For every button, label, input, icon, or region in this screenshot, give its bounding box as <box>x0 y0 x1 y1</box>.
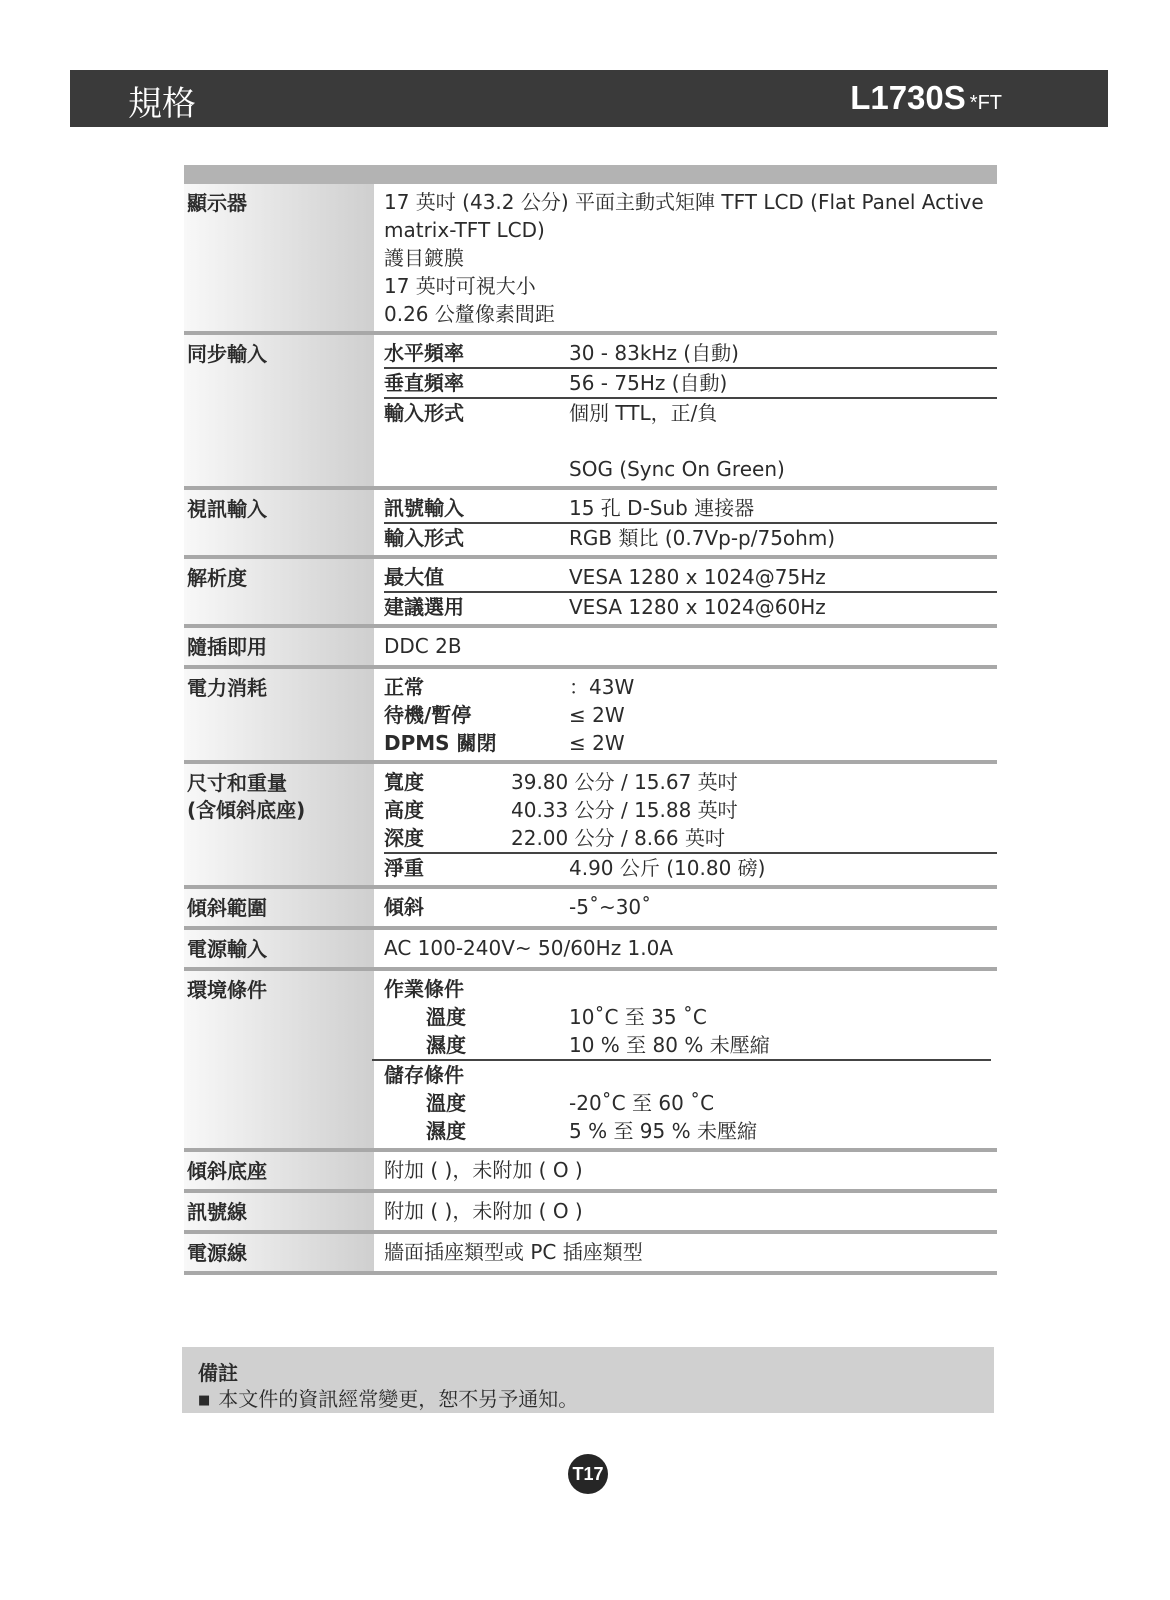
spec-row-signalcable <box>184 1193 997 1234</box>
spec-row-resolution <box>184 559 997 628</box>
note-item: ■ 本文件的資訊經常變更，恕不另予通知。 <box>198 1387 579 1411</box>
kv-row: 高度 40.33 公分 / 15.88 英吋 <box>384 798 738 822</box>
kv-row: 濕度 5 % 至 95 % 未壓縮 <box>426 1119 757 1143</box>
model-name: L1730S *FT <box>850 79 1002 116</box>
kv-row: 建議選用 VESA 1280 x 1024@60Hz <box>384 595 826 619</box>
row-label: 電源輸入 <box>184 930 374 967</box>
spec-row-sync <box>184 335 997 490</box>
row-content: 附加 ( )，未附加 ( O ) <box>384 1158 583 1182</box>
spec-row-environment <box>184 971 997 1152</box>
kv-row: SOG (Sync On Green) <box>569 457 785 481</box>
kv-row: 最大值 VESA 1280 x 1024@75Hz <box>384 563 997 593</box>
spec-row-display <box>184 184 997 335</box>
kv-row: 溫度 -20˚C 至 60 ˚C <box>426 1091 715 1115</box>
row-content <box>374 669 997 760</box>
row-content: AC 100-240V~ 50/60Hz 1.0A <box>384 936 674 960</box>
row-label: 視訊輸入 <box>184 490 374 555</box>
spec-row-plugplay <box>184 628 997 669</box>
row-label: 電源線 <box>184 1234 374 1271</box>
row-content <box>374 335 997 486</box>
row-content <box>374 764 997 885</box>
square-bullet-icon: ■ <box>198 1393 211 1408</box>
kv-row: 傾斜 -5˚~30˚ <box>384 895 652 919</box>
row-content: 作業條件 溫度 10˚C 至 35 ˚C 濕度 10 % 至 80 % 未壓縮 儲存條件 溫度 -20˚C 至 60 ˚C 濕度 5 % 至 95 % 未壓縮 <box>374 971 997 1148</box>
row-content: DDC 2B <box>384 634 462 658</box>
row-content <box>374 490 997 555</box>
kv-row: 待機/暫停 ≤ 2W <box>384 703 625 727</box>
kv-row: 垂直頻率 56 - 75Hz (自動) <box>384 369 997 399</box>
row-content <box>374 889 997 926</box>
row-label: 同步輸入 <box>184 335 374 486</box>
row-label: 尺寸和重量 (含傾斜底座) <box>184 764 374 885</box>
row-label: 傾斜底座 <box>184 1152 374 1189</box>
spec-row-video <box>184 490 997 559</box>
kv-row: 正常 ：43W <box>384 675 635 699</box>
kv-row: DPMS 關閉 ≤ 2W <box>384 731 625 755</box>
kv-row: 濕度 10 % 至 80 % 未壓縮 <box>372 1031 991 1061</box>
spec-row-stand <box>184 1152 997 1193</box>
kv-row: 水平頻率 30 - 83kHz (自動) <box>384 339 997 369</box>
spec-row-dimensions <box>184 764 997 889</box>
page-title: 規格 <box>128 84 196 124</box>
row-label: 解析度 <box>184 559 374 624</box>
row-label: 傾斜範圍 <box>184 889 374 926</box>
spec-row-power <box>184 669 997 764</box>
row-label: 環境條件 <box>184 971 374 1148</box>
row-label: 顯示器 <box>184 184 374 331</box>
note-title: 備註 <box>198 1361 238 1385</box>
kv-row: 寬度 39.80 公分 / 15.67 英吋 <box>384 770 738 794</box>
page-header <box>70 70 1108 127</box>
row-content <box>374 559 997 624</box>
kv-row: 溫度 10˚C 至 35 ˚C <box>426 1005 707 1029</box>
row-content: 17 英吋 (43.2 公分) 平面主動式矩陣 TFT LCD (Flat Panel Active matrix-TFT LCD) 護目鍍膜 17 英吋可視大小 0.26 公釐像素間距 <box>384 190 984 326</box>
table-top-bar <box>184 165 997 184</box>
page-number: T17 <box>568 1454 608 1494</box>
spec-row-tilt <box>184 889 997 930</box>
spec-row-powercord <box>184 1234 997 1275</box>
kv-row: 輸入形式 RGB 類比 (0.7Vp-p/75ohm) <box>384 526 836 550</box>
row-content: 牆面插座類型或 PC 插座類型 <box>384 1240 643 1264</box>
row-label: 隨插即用 <box>184 628 374 665</box>
kv-row: 深度 22.00 公分 / 8.66 英吋 <box>384 824 997 854</box>
kv-row: 訊號輸入 15 孔 D-Sub 連接器 <box>384 494 997 524</box>
row-content: 附加 ( )，未附加 ( O ) <box>384 1199 583 1223</box>
spec-table <box>184 184 997 1275</box>
row-label: 訊號線 <box>184 1193 374 1230</box>
row-label: 電力消耗 <box>184 669 374 760</box>
spec-row-powerinput <box>184 930 997 971</box>
kv-row: 淨重 4.90 公斤 (10.80 磅) <box>384 856 766 880</box>
note-box <box>182 1347 994 1413</box>
kv-row: 輸入形式 個別 TTL，正/負 <box>384 401 718 425</box>
